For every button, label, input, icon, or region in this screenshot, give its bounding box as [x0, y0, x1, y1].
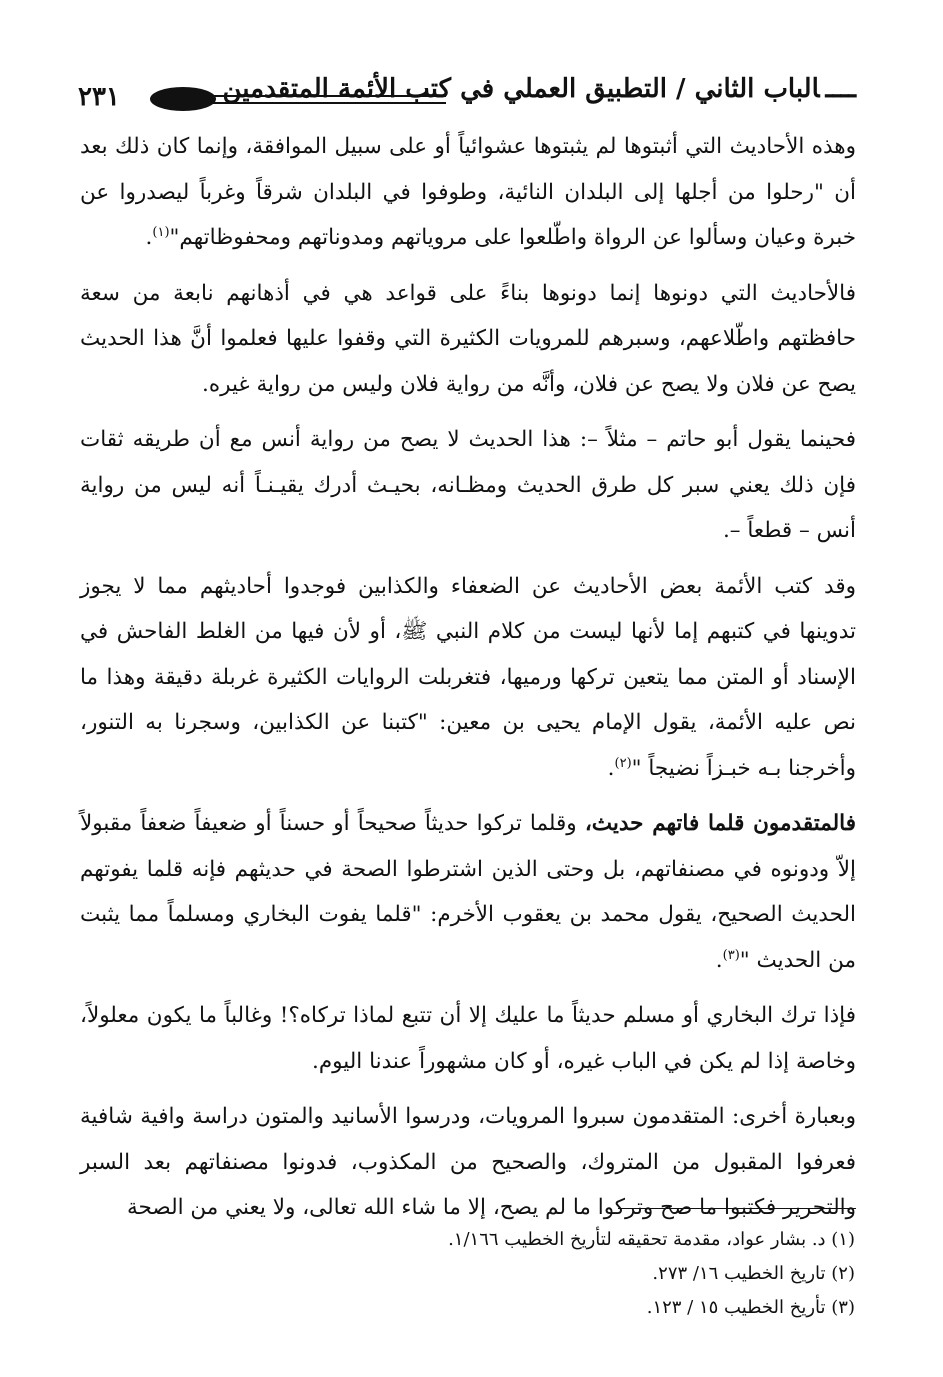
- footnote: (٢) تاريخ الخطيب ١٦/ ٢٧٣.: [652, 1263, 855, 1284]
- paragraph: [80, 271, 856, 408]
- paragraph-text: فحينما يقول أبو حاتم – مثلاً –: هذا الحديث لا يصح من رواية أنس مع أن طريقه ثقات فإن ذلك يعني سبر كل طرق الحديث ومظـانه، بحيـث أدرك يقيـنـاً أنه ليس من رواية أنس – قطعاً –.: [80, 427, 856, 543]
- header-rule-ornament: [150, 87, 216, 111]
- paragraph-text: وهذه الأحاديث التي أثبتوها لم يثبتوها عشوائياً أو على سبيل الموافقة، وإنما كان ذلك بعد أن "رحلوا من أجلها إلى البلدان النائية، وطوفوا في البلدان شرقاً وغرباً ليصدروا عن خبرة وعيان وسألوا عن الرواة واطّلعوا على مروياتهم ومدوناتهم ومحفوظاتهم": [80, 134, 856, 250]
- paragraph: [80, 124, 856, 261]
- paragraph-end: .: [715, 947, 723, 973]
- footnote-ref: (٣): [722, 947, 740, 963]
- footnote-separator: [618, 1208, 856, 1209]
- paragraph-text: وبعبارة أخرى: المتقدمون سبروا المرويات، ودرسوا الأسانيد والمتون دراسة وافية شافية فعرفوا المقبول من المتروك، والصحيح من المكذوب، فدونوا مصنفاتهم بعد السبر والتحرير فكتبوا ما صح وتركوا ما لم يصح، إلا ما شاء الله تعالى، ولا يعني من الصحة: [80, 1104, 856, 1220]
- paragraph-end: .: [145, 225, 153, 250]
- paragraph: [80, 1094, 856, 1231]
- paragraph: [80, 417, 856, 554]
- paragraph-text: فإذا ترك البخاري أو مسلم حديثاً ما عليك إلا أن تتبع لماذا تركاه؟! وغالباً ما يكون معلولاً، وخاصة إذا لم يكن في الباب غيره، أو كان مشهوراً عندنا اليوم.: [80, 1003, 856, 1074]
- footnote-ref: (٢): [614, 755, 632, 771]
- header-rule-line-top: [180, 95, 446, 97]
- paragraph-lead-bold: فالمتقدمون قلما فاتهم حديث،: [584, 811, 857, 836]
- main-text: [80, 124, 856, 1241]
- footnote-ref: (١): [152, 224, 170, 240]
- header-rule-line-bottom: [180, 102, 446, 104]
- paragraph: [80, 801, 856, 983]
- paragraph: [80, 564, 856, 792]
- paragraph-text: وقد كتب الأئمة بعض الأحاديث عن الضعفاء والكذابين فوجدوا أحاديثهم مما لا يجوز تدوينها في كتبهم إما لأنها ليست من كلام النبي ﷺ، أو لأن فيها من الغلط الفاحش في الإسناد أو المتن مما يتعين تركها ورميها، فتغربلت الروايات الكثيرة غربلة دقيقة وهذا ما نص عليه الأئمة، يقول الإمام يحيى بن معين: "كتبنا عن الكذابين، وسجرنا به التنور، وأخرجنا بـه خبـزاً نضيجاً ": [80, 573, 856, 781]
- header-ornament-rule: [150, 94, 446, 106]
- running-header: [78, 74, 856, 120]
- header-dash: ــــ: [825, 74, 856, 104]
- footnotes: [255, 1223, 855, 1325]
- paragraph: [80, 993, 856, 1084]
- paragraph-end: .: [607, 755, 615, 781]
- header-title-text: الباب الثاني / التطبيق العملي في كتب الأئمة المتقدمين: [222, 74, 820, 104]
- paragraph-text: فالأحاديث التي دونوها إنما دونوها بناءً على قواعد هي في أذهانهم نابعة من سعة حافظتهم واطّلاعهم، وسبرهم للمرويات الكثيرة التي وقفوا عليها فعلموا أنَّ هذا الحديث يصح عن فلان ولا يصح عن فلان، وأنَّه من رواية فلان وليس من رواية غيره.: [80, 280, 856, 397]
- footnote: (٣) تأريخ الخطيب ١٥ / ١٢٣.: [646, 1297, 855, 1318]
- paragraph-text: وقلما تركوا حديثاً صحيحاً أو حسناً أو ضعيفاً ضعفاً مقبولاً إلاّ ودونوه في مصنفاتهم، بل وحتى الذين اشترطوا الصحة في حديثهم فإنه قلما يفوتهم الحديث الصحيح، يقول محمد بن يعقوب الأخرم: "قلما يفوت البخاري ومسلماً مما يثبت من الحديث ": [80, 811, 856, 973]
- page-number: ٢٣١: [78, 82, 120, 112]
- footnote: (١) د. بشار عواد، مقدمة تحقيقه لتأريخ الخطيب ١/١٦٦.: [448, 1229, 855, 1250]
